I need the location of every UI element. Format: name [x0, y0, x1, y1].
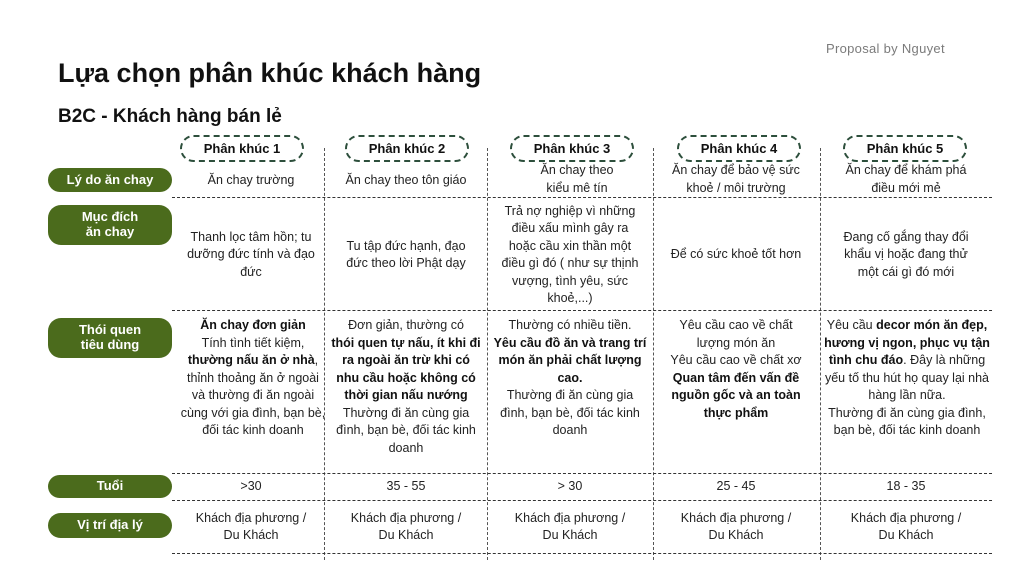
- row-divider: [172, 197, 992, 198]
- habit-cell: Đơn giản, thường có thói quen tự nấu, ít khi đi ra ngoài ăn trừ khi có nhu cầu hoặc không có thời gian nấu nướng Thường đi ăn cùng gia đình, bạn bè, đối tác kinh doanh: [331, 318, 481, 455]
- habit-cell: Ăn chay đơn giản Tính tình tiết kiệm, thường nấu ăn ở nhà, thỉnh thoảng ăn ở ngoài và thường đi ăn ngoài cùng với gia đình, bạn bè, đối tác kinh doanh: [180, 318, 326, 437]
- age-cell: 35 - 55: [386, 479, 426, 494]
- location-cell: Khách địa phương / Du Khách: [195, 510, 307, 542]
- segment-header-3: Phân khúc 3: [510, 135, 634, 162]
- row-divider: [172, 310, 992, 311]
- row-divider: [172, 553, 992, 554]
- reason-cell: Ăn chay để khám phá điều mới mẻ: [845, 163, 967, 195]
- column-divider: [820, 148, 821, 560]
- row-divider: [172, 500, 992, 501]
- age-cell: 25 - 45: [716, 479, 756, 494]
- habit-cell: Yêu cầu cao về chất lượng món ăn Yêu cầu cao về chất xơ Quan tâm đến vấn đề nguồn gốc và an toàn thực phẩm: [670, 318, 802, 420]
- segment-header-4: Phân khúc 4: [677, 135, 801, 162]
- row-label-age: Tuổi: [48, 475, 172, 498]
- page-subtitle: B2C - Khách hàng bán lẻ: [58, 106, 282, 127]
- page-title: Lựa chọn phân khúc khách hàng: [58, 58, 482, 88]
- age-cell: > 30: [557, 479, 583, 494]
- segment-header-5: Phân khúc 5: [843, 135, 967, 162]
- age-cell: 18 - 35: [886, 479, 926, 494]
- location-cell: Khách địa phương / Du Khách: [680, 510, 792, 542]
- segment-header-2: Phân khúc 2: [345, 135, 469, 162]
- habit-cell: Thường có nhiều tiền. Yêu cầu đồ ăn và trang trí món ăn phải chất lượng cao. Thường đi ăn cùng gia đình, bạn bè, đối tác kinh doanh: [493, 318, 647, 437]
- column-divider: [487, 148, 488, 560]
- location-cell: Khách địa phương / Du Khách: [850, 510, 962, 542]
- row-divider: [172, 473, 992, 474]
- author-credit: Proposal by Nguyet: [826, 41, 945, 56]
- reason-cell: Ăn chay để bảo vệ sức khoẻ / môi trường: [672, 163, 800, 195]
- purpose-cell: Đang cố gắng thay đổi khẩu vị hoặc đang thử một cái gì đó mới: [843, 229, 969, 279]
- habit-cell: Yêu cầu decor món ăn đẹp, hương vị ngon, phục vụ tận tình chu đáo. Đây là những yếu tố thu hút họ quay lại nhà hàng lần nữa. Thường đi ăn cùng gia đình, bạn bè, đối tác kinh doanh: [824, 318, 990, 437]
- row-label-habit: Thói quen tiêu dùng: [48, 318, 172, 358]
- purpose-cell: Tu tập đức hạnh, đạo đức theo lời Phật dạy: [346, 238, 466, 270]
- purpose-cell: Trả nợ nghiệp vì những điều xấu mình gây ra hoặc cầu xin thần một điều gì đó ( như sự thịnh vượng, tình yêu, sức khoẻ,...): [501, 203, 639, 305]
- reason-cell: Ăn chay trường: [207, 173, 295, 188]
- column-divider: [653, 148, 654, 560]
- row-label-reason: Lý do ăn chay: [48, 168, 172, 192]
- age-cell: >30: [240, 479, 262, 494]
- location-cell: Khách địa phương / Du Khách: [350, 510, 462, 542]
- reason-cell: Ăn chay theo tôn giáo: [345, 173, 467, 188]
- purpose-cell: Để có sức khoẻ tốt hơn: [670, 247, 802, 262]
- row-label-purpose: Mục đích ăn chay: [48, 205, 172, 245]
- purpose-cell: Thanh lọc tâm hồn; tu dưỡng đức tính và đạo đức: [187, 229, 315, 279]
- segment-header-1: Phân khúc 1: [180, 135, 304, 162]
- row-label-location: Vị trí địa lý: [48, 513, 172, 538]
- location-cell: Khách địa phương / Du Khách: [514, 510, 626, 542]
- reason-cell: Ăn chay theo kiểu mê tín: [540, 163, 614, 195]
